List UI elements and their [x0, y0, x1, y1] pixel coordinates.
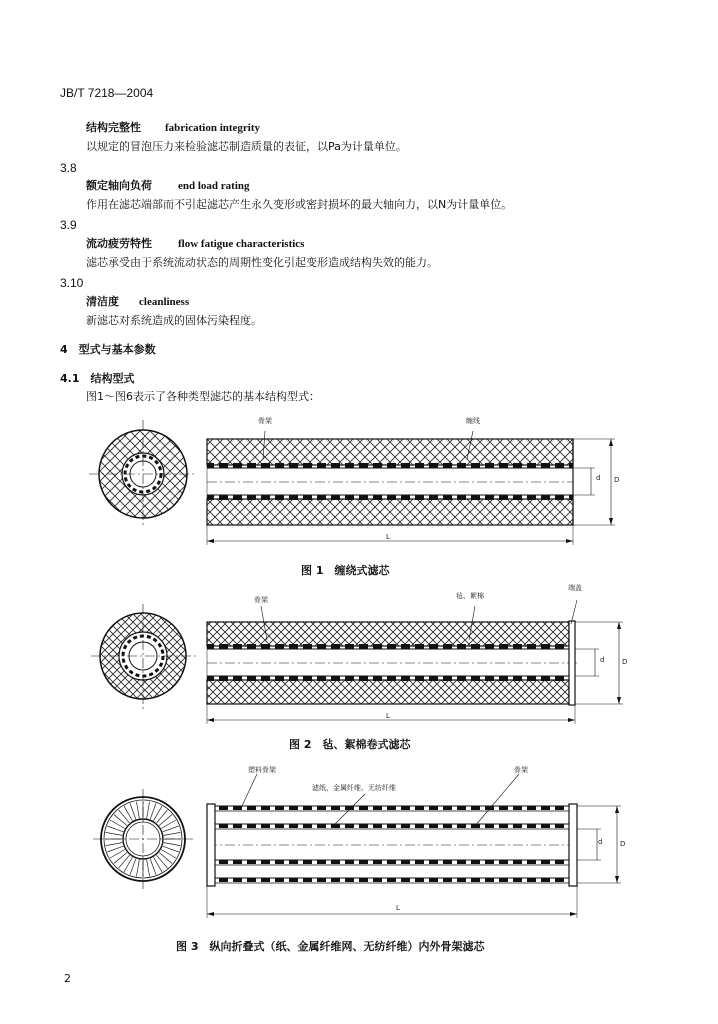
- figure-2-cross-section: [97, 610, 207, 720]
- pleat-line: [110, 850, 125, 859]
- figure-2-side-view: [205, 620, 635, 730]
- term-definition: 作用在滤芯端部而不引起滤芯产生永久变形或密封损坏的最大轴向力，以N为计量单位。: [86, 198, 513, 211]
- label-frame: 骨架: [258, 417, 272, 425]
- dim-d: d: [598, 838, 603, 846]
- dim-D: D: [622, 658, 628, 666]
- pleat-line: [163, 826, 179, 832]
- pleat-line: [164, 843, 181, 846]
- term-definition: 以规定的冒泡压力来检验滤芯制造质量的表征，以Pa为计量单位。: [86, 140, 407, 153]
- pleat-line: [156, 855, 167, 868]
- pleat-line: [119, 855, 130, 868]
- term-definition: 新滤芯对系统造成的固体污染程度。: [86, 314, 262, 327]
- pleat-line: [106, 843, 123, 846]
- pleat-line: [119, 810, 130, 823]
- figure-caption: 图 2 毡、絮棉卷式滤芯: [289, 738, 411, 751]
- dim-L: L: [396, 904, 400, 912]
- term-zh: 结构完整性: [86, 121, 141, 134]
- term-en: end load rating: [178, 180, 250, 192]
- pleat-line: [107, 826, 123, 832]
- term-zh: 流动疲劳特性: [86, 237, 152, 250]
- pleat-line: [124, 857, 133, 872]
- term-number: 3.9: [60, 218, 77, 232]
- term-en: flow fatigue characteristics: [178, 238, 305, 250]
- figure-caption: 图 3 纵向折叠式（纸、金属纤维网、无纺纤维）内外骨架滤芯: [176, 940, 485, 953]
- dim-L: L: [386, 712, 390, 720]
- pleat-line: [159, 815, 172, 826]
- document-code: JB/T 7218—2004: [60, 86, 154, 100]
- pleat-line: [130, 803, 136, 819]
- pleat-line: [154, 806, 163, 821]
- figure-1-side-view: [205, 437, 625, 557]
- pleat-line: [136, 860, 139, 877]
- term-number: 3.8: [60, 161, 77, 175]
- pleat-line: [161, 820, 176, 829]
- pleat-line: [147, 860, 150, 877]
- term-zh: 清洁度: [86, 295, 119, 308]
- term-zh: 额定轴向负荷: [86, 179, 152, 192]
- subsection-intro: 图1～图6表示了各种类型滤芯的基本结构型式：: [86, 390, 320, 403]
- pleat-line: [114, 852, 127, 863]
- pleat-line: [106, 832, 123, 835]
- pleat-line: [107, 846, 123, 852]
- pleat-line: [136, 802, 139, 819]
- pleat-line: [154, 857, 163, 872]
- section-heading: 4 型式与基本参数: [60, 343, 156, 356]
- label-filter-media: 滤纸、金属纤维、无纺纤维: [312, 784, 396, 792]
- figure-caption: 图 1 缠绕式滤芯: [301, 564, 390, 577]
- dim-L: L: [386, 533, 390, 541]
- term-definition: 滤芯承受由于系统流动状态的周期性变化引起变形造成结构失效的能力。: [86, 256, 438, 269]
- pleat-line: [156, 810, 167, 823]
- figure-3-cross-section: [99, 795, 209, 905]
- dim-d: d: [596, 474, 601, 482]
- label-frame: 骨架: [254, 596, 268, 604]
- figure-3-side-view: [205, 802, 625, 932]
- term-en: cleanliness: [139, 296, 190, 308]
- pleat-line: [150, 859, 156, 875]
- label-end-cap: 端盖: [568, 584, 582, 592]
- pleat-line: [110, 820, 125, 829]
- pleat-line: [163, 846, 179, 852]
- pleat-line: [161, 850, 176, 859]
- subsection-heading: 4.1 结构型式: [60, 372, 135, 385]
- term-en: fabrication integrity: [165, 122, 261, 134]
- pleat-line: [147, 802, 150, 819]
- pleat-line: [159, 852, 172, 863]
- dim-d: d: [600, 656, 605, 664]
- page-number: 2: [64, 972, 71, 985]
- dim-D: D: [614, 476, 620, 484]
- pleat-line: [114, 815, 127, 826]
- label-plastic-frame: 塑料骨架: [248, 766, 276, 774]
- label-frame: 骨架: [514, 766, 528, 774]
- label-winding: 缠线: [466, 417, 480, 425]
- pleat-line: [130, 859, 136, 875]
- pleat-line: [150, 803, 156, 819]
- term-number: 3.10: [60, 276, 84, 290]
- dim-D: D: [620, 840, 626, 848]
- label-felt-cotton: 毡、絮棉: [456, 592, 484, 600]
- pleat-line: [164, 832, 181, 835]
- pleat-line: [124, 806, 133, 821]
- figure-1-cross-section: [95, 426, 205, 536]
